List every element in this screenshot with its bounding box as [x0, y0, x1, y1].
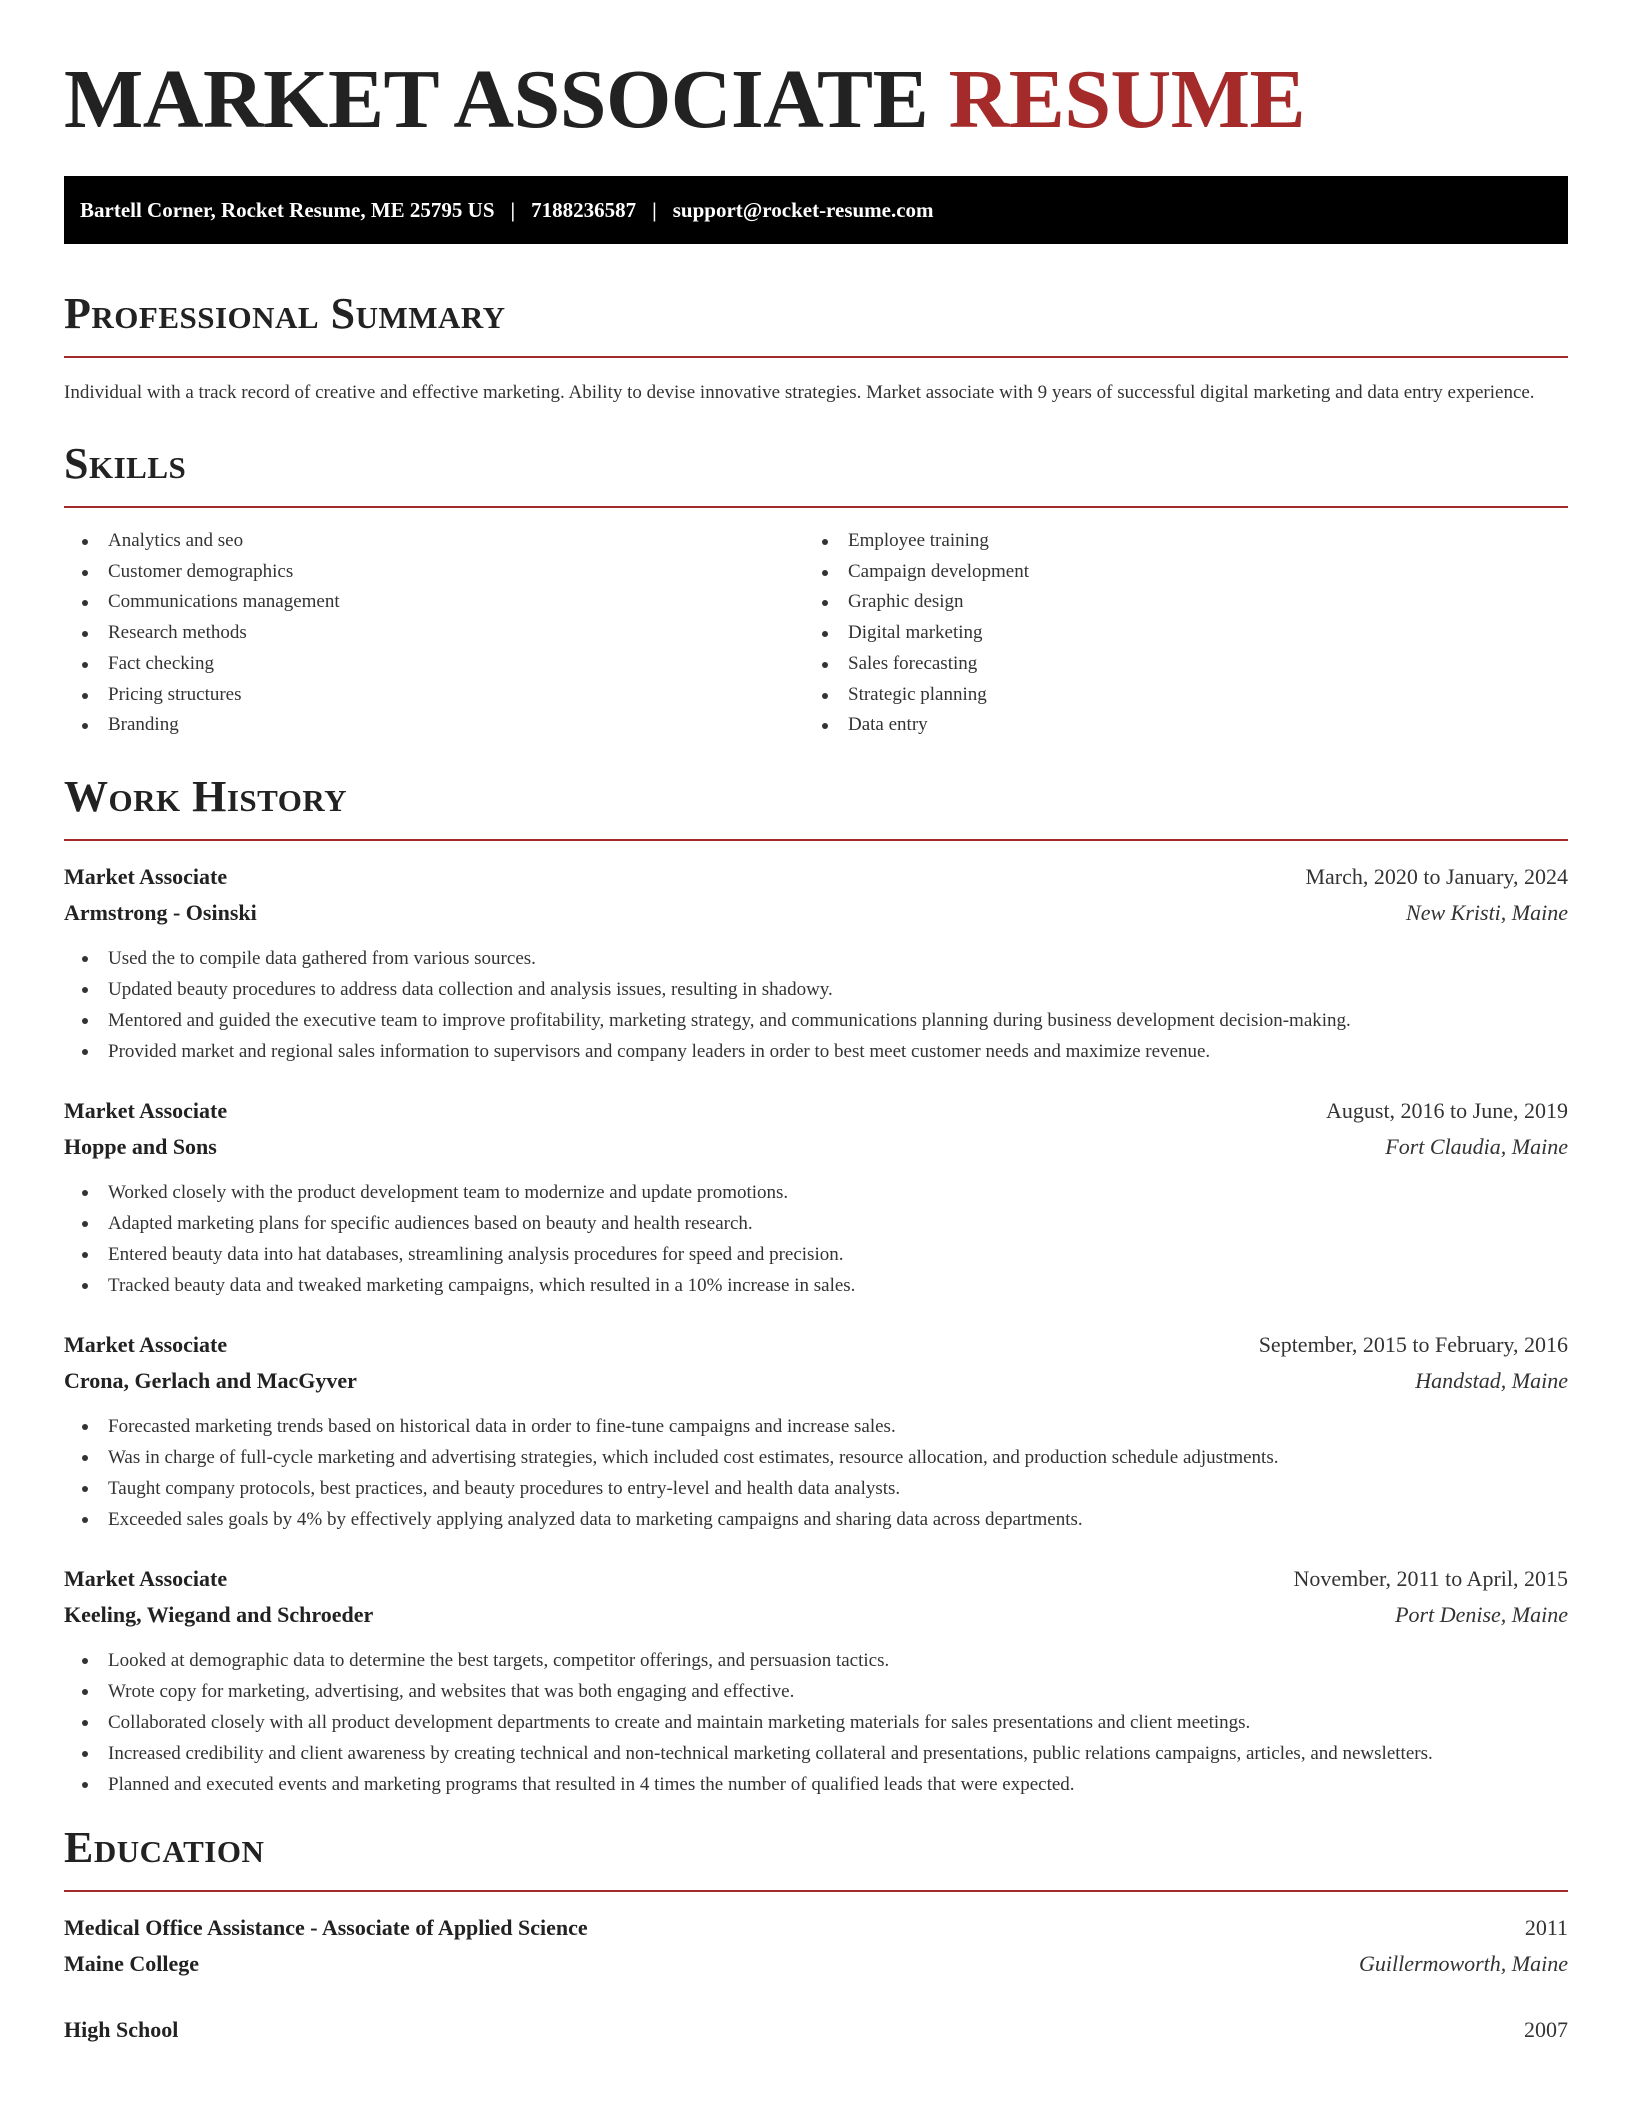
job-bullet: Adapted marketing plans for specific audiences based on beauty and health research.	[64, 1208, 1568, 1239]
job-bullet: Increased credibility and client awareness by creating technical and non-technical marketing collateral and presentations, public relations campaigns, articles, and newsletters.	[64, 1738, 1568, 1769]
skill-item: Customer demographics	[64, 557, 804, 588]
skill-item: Fact checking	[64, 649, 804, 680]
skill-item: Campaign development	[804, 557, 1544, 588]
skill-item: Branding	[64, 710, 804, 741]
summary-section	[64, 288, 1568, 408]
section-divider	[64, 1890, 1568, 1892]
job-location: Fort Claudia, Maine	[1385, 1133, 1568, 1159]
skill-item: Data entry	[804, 710, 1544, 741]
skill-item: Pricing structures	[64, 680, 804, 711]
job-dates: November, 2011 to April, 2015	[1293, 1565, 1568, 1591]
job-bullet: Provided market and regional sales information to supervisors and company leaders in order to best meet customer needs and maximize revenue.	[64, 1036, 1568, 1067]
education-entry	[64, 1910, 1568, 1982]
job-title: Market Associate	[64, 1565, 228, 1591]
skills-section	[64, 438, 1568, 741]
skill-item: Analytics and seo	[64, 526, 804, 557]
skills-grid	[64, 526, 1568, 741]
skills-heading: Skills	[64, 439, 187, 488]
job-title: Market Associate	[64, 1097, 228, 1123]
contact-separator: |	[510, 198, 516, 222]
section-divider	[64, 356, 1568, 358]
job-dates: March, 2020 to January, 2024	[1305, 863, 1568, 889]
education-school: Maine College	[64, 1950, 200, 1976]
work-history-section	[64, 771, 1568, 1800]
job-bullet: Wrote copy for marketing, advertising, and websites that was both engaging and effective.	[64, 1676, 1568, 1707]
skill-item: Sales forecasting	[804, 649, 1544, 680]
skills-list-right	[804, 526, 1544, 741]
job-entry	[64, 1561, 1568, 1800]
job-bullet: Mentored and guided the executive team to improve profitability, marketing strategy, and communications planning during business development decision-making.	[64, 1005, 1568, 1036]
education-degree: Medical Office Assistance - Associate of Applied Science	[64, 1914, 588, 1940]
resume-page	[64, 0, 1568, 2048]
education-entry	[64, 2012, 1568, 2048]
job-bullets	[64, 1645, 1568, 1800]
contact-separator: |	[652, 198, 657, 222]
job-bullet: Exceeded sales goals by 4% by effectively applying analyzed data to marketing campaigns and sharing data across departments.	[64, 1504, 1568, 1535]
job-bullet: Planned and executed events and marketing programs that resulted in 4 times the number of qualified leads that were expected.	[64, 1769, 1568, 1800]
skill-item: Digital marketing	[804, 618, 1544, 649]
job-bullet: Forecasted marketing trends based on historical data in order to fine-tune campaigns and increase sales.	[64, 1411, 1568, 1442]
section-divider	[64, 839, 1568, 841]
job-company: Crona, Gerlach and MacGyver	[64, 1367, 357, 1393]
education-degree: High School	[64, 2016, 179, 2042]
job-dates: August, 2016 to June, 2019	[1326, 1097, 1568, 1123]
title-main: MARKET ASSOCIATE	[64, 53, 929, 146]
resume-title	[64, 0, 1568, 148]
education-heading: Education	[64, 1822, 265, 1872]
job-bullets	[64, 943, 1568, 1067]
job-entry	[64, 1093, 1568, 1301]
job-bullet: Used the to compile data gathered from various sources.	[64, 943, 1568, 974]
job-bullet: Tracked beauty data and tweaked marketing campaigns, which resulted in a 10% increase in sales.	[64, 1270, 1568, 1301]
job-bullet: Worked closely with the product development team to modernize and update promotions.	[64, 1177, 1568, 1208]
job-title: Market Associate	[64, 863, 228, 889]
job-bullet: Entered beauty data into hat databases, streamlining analysis procedures for speed and precision.	[64, 1239, 1568, 1270]
work-history-heading: Work History	[64, 771, 348, 821]
skills-list-left	[64, 526, 804, 741]
job-bullets	[64, 1411, 1568, 1535]
job-bullet: Looked at demographic data to determine the best targets, competitor offerings, and persuasion tactics.	[64, 1645, 1568, 1676]
education-location: Guillermoworth, Maine	[1359, 1950, 1568, 1976]
education-year: 2007	[1524, 2016, 1568, 2042]
title-accent: RESUME	[948, 53, 1306, 146]
job-bullet: Collaborated closely with all product development departments to create and maintain marketing materials for sales presentations and client meetings.	[64, 1707, 1568, 1738]
job-entry	[64, 859, 1568, 1067]
education-section	[64, 1822, 1568, 2048]
skill-item: Strategic planning	[804, 680, 1544, 711]
section-divider	[64, 506, 1568, 508]
job-bullet: Updated beauty procedures to address data collection and analysis issues, resulting in shadowy.	[64, 974, 1568, 1005]
job-company: Hoppe and Sons	[64, 1133, 217, 1159]
skill-item: Employee training	[804, 526, 1544, 557]
job-location: Handstad, Maine	[1415, 1367, 1568, 1393]
job-bullet: Taught company protocols, best practices, and beauty procedures to entry-level and health data analysts.	[64, 1473, 1568, 1504]
summary-heading: Professional Summary	[64, 289, 506, 338]
job-bullets	[64, 1177, 1568, 1301]
job-bullet: Was in charge of full-cycle marketing and advertising strategies, which included cost estimates, resource allocation, and production schedule adjustments.	[64, 1442, 1568, 1473]
skill-item: Graphic design	[804, 587, 1544, 618]
job-company: Keeling, Wiegand and Schroeder	[64, 1601, 374, 1627]
contact-phone[interactable]: 7188236587	[531, 198, 637, 222]
job-entry	[64, 1327, 1568, 1535]
job-location: New Kristi, Maine	[1406, 899, 1568, 925]
job-location: Port Denise, Maine	[1395, 1601, 1568, 1627]
skill-item: Research methods	[64, 618, 804, 649]
skill-item: Communications management	[64, 587, 804, 618]
job-title: Market Associate	[64, 1331, 228, 1357]
contact-address: Bartell Corner, Rocket Resume, ME 25795 US	[80, 198, 495, 222]
contact-bar	[64, 176, 1568, 244]
contact-email[interactable]: support@rocket-resume.com	[672, 198, 934, 222]
job-company: Armstrong - Osinski	[64, 899, 257, 925]
job-dates: September, 2015 to February, 2016	[1258, 1331, 1568, 1357]
summary-text: Individual with a track record of creative and effective marketing. Ability to devise innovative strategies. Market associate with 9 years of successful digital marketing and data entry experience.	[64, 382, 1535, 403]
education-year: 2011	[1524, 1914, 1568, 1940]
